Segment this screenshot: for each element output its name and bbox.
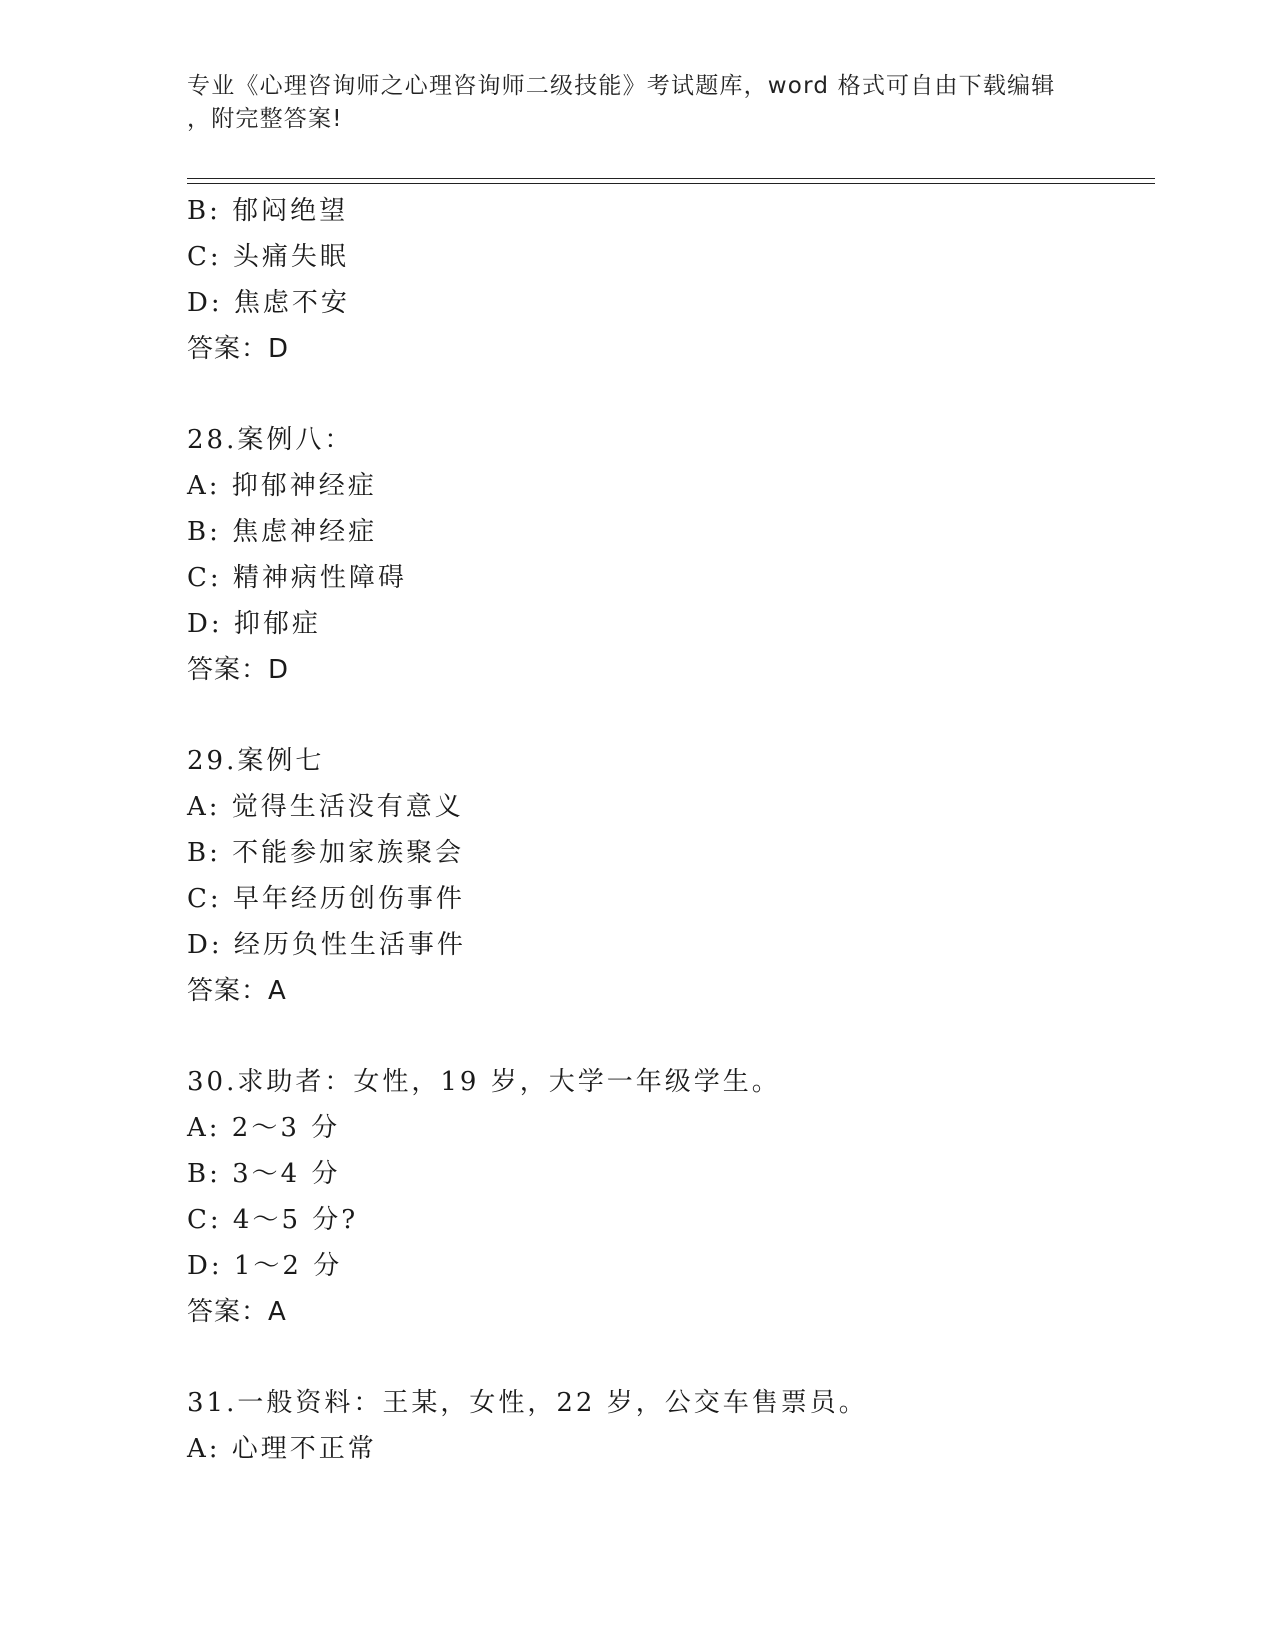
answer-line: 答案：D [187,655,290,685]
header-divider-top [187,178,1155,179]
question-29 [187,738,1155,1014]
question-title: 28.案例八： [187,425,354,455]
option-c: C: 早年经历创伤事件 [187,884,465,914]
option-a: A: 心理不正常 [187,1434,377,1464]
answer-line: 答案：A [187,976,287,1006]
option-d: D: 1～2 分 [187,1251,343,1281]
option-c: C: 精神病性障碍 [187,563,407,593]
spacer [187,1335,1155,1380]
question-continued [187,188,1155,372]
question-title: 31.一般资料：王某，女性，22 岁，公交车售票员。 [187,1388,868,1418]
question-list [187,188,1155,1472]
option-c: C: 头痛失眠 [187,242,349,272]
option-d: D: 抑郁症 [187,609,321,639]
header-divider-bottom [187,183,1155,184]
option-c: C: 4～5 分? [187,1205,359,1235]
option-b: B: 焦虑神经症 [187,517,378,547]
answer-line: 答案：A [187,1297,287,1327]
question-28 [187,417,1155,693]
spacer [187,1014,1155,1059]
option-d: D: 焦虑不安 [187,288,350,318]
question-31 [187,1380,1155,1472]
option-b: B: 郁闷绝望 [187,196,349,226]
question-30 [187,1059,1155,1335]
question-title: 29.案例七 [187,746,325,776]
document-header [187,70,1087,136]
spacer [187,372,1155,417]
answer-line: 答案：D [187,334,290,364]
spacer [187,693,1155,738]
option-a: A: 觉得生活没有意义 [187,792,464,822]
option-a: A: 抑郁神经症 [187,471,377,501]
option-a: A: 2～3 分 [187,1113,341,1143]
question-title: 30.求助者：女性，19 岁，大学一年级学生。 [187,1067,781,1097]
header-title-line: 专业《心理咨询师之心理咨询师二级技能》考试题库，word 格式可自由下载编辑 [187,73,1056,99]
header-title-line-continued: ，附完整答案! [187,106,343,132]
option-b: B: 3～4 分 [187,1159,341,1189]
option-d: D: 经历负性生活事件 [187,930,466,960]
option-b: B: 不能参加家族聚会 [187,838,465,868]
